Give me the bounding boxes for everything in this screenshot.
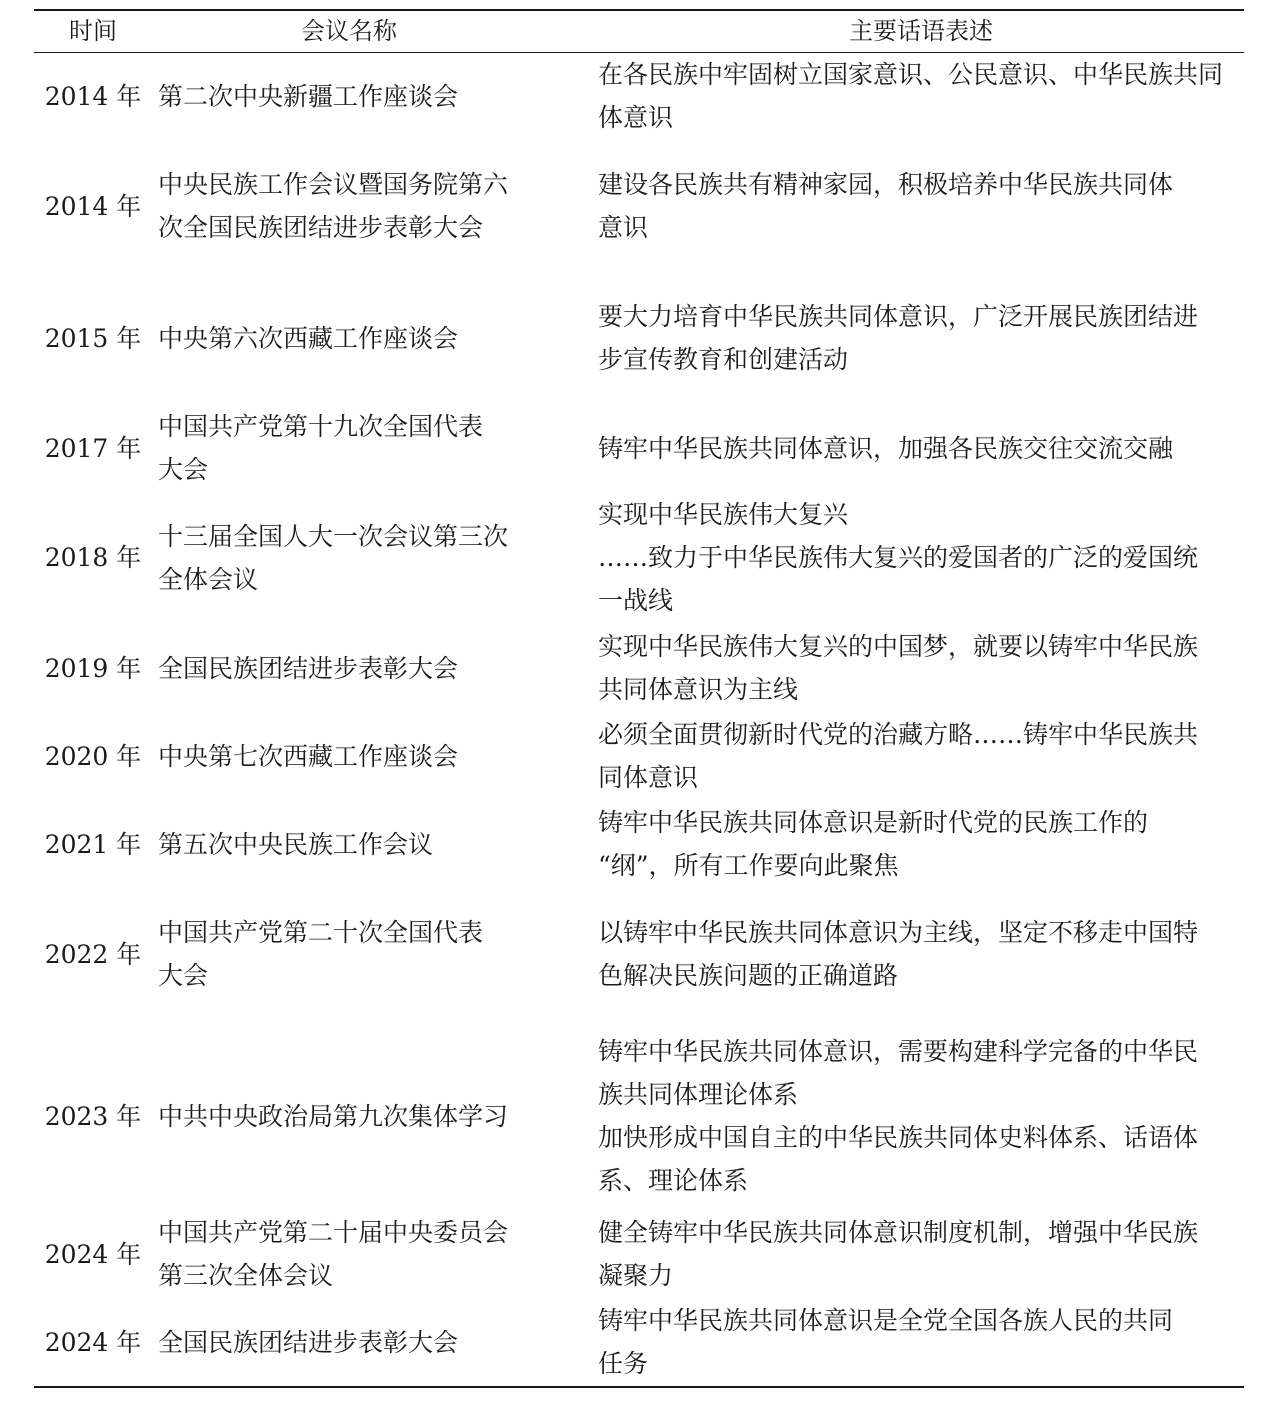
row-meeting: 中国共产党第二十次全国代表 大会 bbox=[158, 918, 484, 990]
row-statement: 建设各民族共有精神家园，积极培养中华民族共同体 意识 bbox=[598, 170, 1174, 242]
row-time: 2019 年 bbox=[44, 653, 142, 683]
row-time: 2022 年 bbox=[44, 939, 142, 969]
row-meeting: 中央民族工作会议暨国务院第六 次全国民族团结进步表彰大会 bbox=[158, 170, 509, 242]
row-time: 2015 年 bbox=[44, 323, 142, 353]
table-row bbox=[34, 163, 1244, 249]
row-statement: 实现中华民族伟大复兴 ……致力于中华民族伟大复兴的爱国者的广泛的爱国统 一战线 bbox=[598, 500, 1199, 615]
row-statement: 必须全面贯彻新时代党的治藏方略……铸牢中华民族共 同体意识 bbox=[598, 720, 1199, 792]
row-meeting: 全国民族团结进步表彰大会 bbox=[158, 653, 459, 683]
row-statement: 以铸牢中华民族共同体意识为主线，坚定不移走中国特 色解决民族问题的正确道路 bbox=[598, 918, 1199, 990]
row-time: 2024 年 bbox=[44, 1327, 142, 1357]
row-time: 2020 年 bbox=[44, 741, 142, 771]
row-meeting: 中国共产党第十九次全国代表 大会 bbox=[158, 412, 484, 484]
table-row bbox=[34, 1030, 1244, 1202]
row-statement: 要大力培育中华民族共同体意识，广泛开展民族团结进 步宣传教育和创建活动 bbox=[598, 302, 1199, 374]
table-row bbox=[34, 1299, 1244, 1385]
table-row bbox=[34, 1211, 1244, 1297]
row-time: 2014 年 bbox=[44, 191, 142, 221]
header-statement: 主要话语表述 bbox=[849, 17, 993, 45]
row-meeting: 第五次中央民族工作会议 bbox=[158, 829, 434, 859]
row-statement: 铸牢中华民族共同体意识，需要构建科学完备的中华民 族共同体理论体系 bbox=[598, 1037, 1199, 1109]
row-statement: 实现中华民族伟大复兴的中国梦，就要以铸牢中华民族 共同体意识为主线 bbox=[598, 632, 1199, 704]
row-statement: 铸牢中华民族共同体意识，加强各民族交往交流交融 bbox=[598, 433, 1174, 463]
row-statement: 健全铸牢中华民族共同体意识制度机制，增强中华民族 凝聚力 bbox=[598, 1218, 1199, 1290]
table-row bbox=[34, 493, 1244, 622]
row-meeting: 第二次中央新疆工作座谈会 bbox=[158, 81, 459, 111]
row-meeting: 中央第六次西藏工作座谈会 bbox=[158, 323, 459, 353]
row-meeting: 中央第七次西藏工作座谈会 bbox=[158, 741, 459, 771]
row-meeting: 中共中央政治局第九次集体学习 bbox=[158, 1101, 509, 1131]
row-statement: 铸牢中华民族共同体意识是全党全国各族人民的共同 任务 bbox=[598, 1306, 1174, 1378]
table-row bbox=[34, 713, 1244, 799]
row-time: 2018 年 bbox=[44, 543, 142, 572]
table-row bbox=[34, 53, 1244, 139]
row-meeting: 中国共产党第二十届中央委员会 第三次全体会议 bbox=[158, 1218, 509, 1290]
row-time: 2021 年 bbox=[44, 829, 142, 859]
table-row bbox=[34, 625, 1244, 711]
table-bottom-rule bbox=[34, 1386, 1244, 1388]
row-time: 2023 年 bbox=[44, 1101, 142, 1131]
row-statement: 铸牢中华民族共同体意识是新时代党的民族工作的 “纲”，所有工作要向此聚焦 bbox=[598, 808, 1149, 880]
table-row bbox=[34, 911, 1244, 997]
row-time: 2014 年 bbox=[44, 81, 142, 111]
row-time: 2024 年 bbox=[44, 1239, 142, 1269]
table-row bbox=[34, 405, 1244, 491]
row-meeting: 十三届全国人大一次会议第三次 全体会议 bbox=[158, 521, 509, 594]
row-statement: 在各民族中牢固树立国家意识、公民意识、中华民族共同 体意识 bbox=[598, 60, 1224, 132]
row-meeting: 全国民族团结进步表彰大会 bbox=[158, 1327, 459, 1357]
row-time: 2017 年 bbox=[44, 433, 142, 463]
header-time: 时间 bbox=[69, 17, 117, 45]
table-row bbox=[34, 295, 1244, 381]
header-meeting: 会议名称 bbox=[301, 17, 397, 45]
row-statement: 加快形成中国自主的中华民族共同体史料体系、话语体 系、理论体系 bbox=[598, 1123, 1199, 1195]
table-header bbox=[34, 11, 1244, 52]
table-row bbox=[34, 801, 1244, 887]
